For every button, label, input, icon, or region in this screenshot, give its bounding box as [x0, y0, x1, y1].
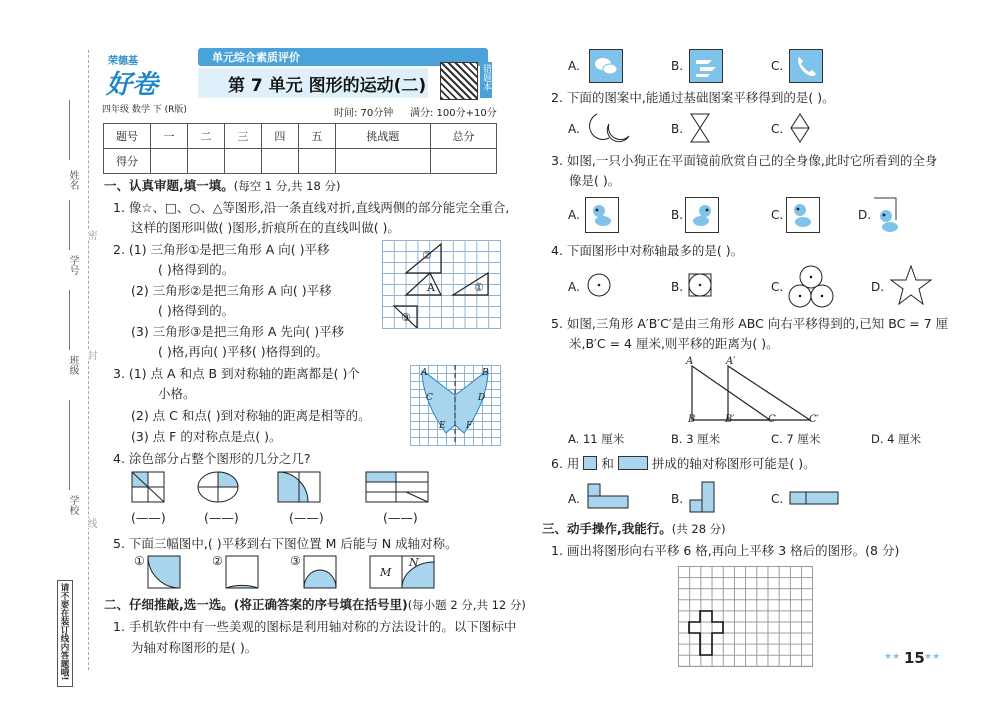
- unit-title: 第 7 单元 图形的运动(二): [228, 76, 427, 96]
- cross-shape: [678, 566, 812, 666]
- r-q3-opt-a: A.: [568, 208, 580, 222]
- brand-label: 荣德基: [108, 56, 138, 67]
- score-cell: 得分: [104, 149, 151, 174]
- r-q2-text: 2. 下面的图案中,能通过基础图案平移得到的是( )。: [551, 90, 835, 105]
- section1-title: 一、认真审题,填一填。(每空 1 分,共 18 分): [104, 178, 341, 193]
- class-line: [69, 290, 70, 350]
- q5-fig-3: [304, 556, 336, 588]
- point-b: B: [482, 368, 489, 378]
- tri-label-c: C: [768, 414, 776, 425]
- score-head-cell: 二: [187, 124, 224, 149]
- section2-title: 二、仔细推敲,选一选。(将正确答案的序号填在括号里)(每小题 2 分,共 12 分): [104, 597, 526, 612]
- score-value-row: [104, 149, 497, 174]
- r-q4-opt-b: B.: [671, 280, 684, 294]
- r-q6-part2: 和: [601, 456, 614, 471]
- star-icon: ★★: [884, 652, 901, 662]
- class-label: 班级: [67, 355, 78, 375]
- qr-badge: [480, 62, 492, 98]
- score-head-cell: 五: [298, 124, 335, 149]
- dog-mirror-d: [872, 196, 904, 236]
- r-q3-opt-b: B.: [671, 208, 684, 222]
- score-cell[interactable]: [261, 149, 298, 174]
- score-cell[interactable]: [187, 149, 224, 174]
- circle-shape: [586, 272, 612, 298]
- q5-label-1: ①: [134, 554, 145, 568]
- school-line: [69, 400, 70, 490]
- r-q5-choice-b: B. 3 厘米: [671, 432, 721, 446]
- fig2-label-2: ②: [422, 249, 432, 262]
- logo: 好卷: [106, 70, 159, 100]
- combo-shape-b: [688, 480, 718, 516]
- r-q6-opt-b: B.: [671, 492, 684, 506]
- seal-dot-2: 封: [85, 350, 96, 360]
- r-q2-opt-a: A.: [568, 122, 580, 136]
- score-head-cell: 挑战题: [335, 124, 430, 149]
- q4-shape-2: [198, 472, 238, 502]
- r-q5-line2: 米,B′C = 4 厘米,则平移的距离为( )。: [569, 336, 779, 351]
- q2-1-line2: ( )格得到的。: [158, 262, 235, 277]
- name-line: [69, 100, 70, 160]
- r-q6-text: [551, 456, 816, 472]
- score-head-cell: 三: [224, 124, 261, 149]
- r-q5-line1: 5. 如图,三角形 A′B′C′是由三角形 ABC 向右平移得到的,已知 BC = 7 厘: [551, 316, 949, 331]
- score-cell[interactable]: [224, 149, 261, 174]
- id-label: 学号: [67, 255, 78, 275]
- phone-icon: [789, 49, 823, 83]
- score-cell[interactable]: [151, 149, 188, 174]
- r-q4-opt-c: C.: [771, 280, 784, 294]
- r-q3-opt-c: C.: [771, 208, 784, 222]
- hourglass-pattern: [689, 112, 711, 146]
- q5-figures: [140, 554, 470, 590]
- tri-label-b-prime: B′: [725, 414, 735, 425]
- diamond-pattern: [789, 112, 811, 146]
- notice-box: [57, 580, 73, 687]
- s2-q1-line1: 1. 手机软件中有一些美观的图标是利用轴对称的方法设计的。以下图标中: [113, 619, 517, 634]
- q3-3: (3) 点 F 的对称点是点( )。: [131, 429, 282, 444]
- r-q4-text: 4. 下面图形中对称轴最多的是( )。: [551, 243, 744, 258]
- r-q3-line1: 3. 如图,一只小狗正在平面镜前欣赏自己的全身像,此时它所看到的全身: [551, 153, 938, 168]
- dog-mirror-b: [685, 197, 719, 233]
- q4-blank-1[interactable]: (——): [131, 510, 166, 525]
- q4-shapes: [130, 470, 460, 506]
- long-block: [618, 456, 648, 470]
- r-q2-opt-b: B.: [671, 122, 684, 136]
- fig2-label-3: ③: [401, 311, 411, 324]
- r-q4-opt-a: A.: [568, 280, 580, 294]
- score-head-cell: 题号: [104, 124, 151, 149]
- seal-dot-3: 线: [85, 518, 96, 528]
- score-head-cell: 一: [151, 124, 188, 149]
- tri-label-a-prime: A′: [726, 356, 736, 367]
- score-head-cell: 总分: [430, 124, 496, 149]
- score-cell[interactable]: [430, 149, 496, 174]
- triangle-a: [406, 273, 441, 295]
- header: [102, 48, 497, 118]
- combo-shape-c: [788, 490, 844, 506]
- q2-2-line1: (2) 三角形②是把三角形 A 向( )平移: [131, 283, 332, 298]
- q4-shape-3: [278, 472, 320, 502]
- point-a: A: [421, 368, 428, 378]
- name-label: 姓名: [67, 170, 78, 190]
- r-q6-opt-c: C.: [771, 492, 784, 506]
- q4-blank-2[interactable]: (——): [204, 510, 239, 525]
- r-q5-choice-a: A. 11 厘米: [568, 432, 625, 446]
- q1-line1: 1. 像☆、□、○、△等图形,沿一条直线对折,直线两侧的部分能完全重合,: [113, 200, 510, 215]
- score-cell[interactable]: [335, 149, 430, 174]
- q4-text: 4. 涂色部分占整个图形的几分之几?: [113, 451, 311, 466]
- circle-in-square-shape: [687, 272, 713, 298]
- q3-grid: [410, 365, 501, 446]
- section2-note: (每小题 2 分,共 12 分): [407, 598, 526, 612]
- s2-q1-line2: 为轴对称图形的是( )。: [131, 640, 258, 655]
- q5-label-n: N: [409, 556, 419, 569]
- q5-label-m: M: [380, 566, 392, 579]
- r-q6-part3: 拼成的轴对称图形可能是( )。: [651, 456, 816, 471]
- point-d: D: [478, 393, 486, 403]
- q5-label-2: ②: [212, 554, 223, 568]
- tri-label-c-prime: C′: [809, 414, 819, 425]
- r-q5-choice-c: C. 7 厘米: [771, 432, 821, 446]
- star-shape: [889, 264, 933, 306]
- page-number: 15: [904, 649, 925, 667]
- q2-3-line2: ( )格,再向( )平移( )格得到的。: [158, 344, 329, 359]
- r1-opt-b: B.: [671, 59, 684, 73]
- fig2-label-1: ①: [474, 281, 484, 294]
- banner-text: 单元综合素质评价: [212, 51, 300, 64]
- star-icon: ★★: [924, 652, 941, 662]
- r-q3-line2: 像是( )。: [569, 173, 621, 188]
- r-q3-opt-d: D.: [858, 208, 872, 222]
- dog-mirror-c: [786, 197, 820, 233]
- qr-badge-text: 错题本: [481, 64, 491, 91]
- q2-3-line1: (3) 三角形③是把三角形 A 先向( )平移: [131, 324, 345, 339]
- stripes-icon: [689, 49, 723, 83]
- combo-shape-a: [586, 482, 632, 512]
- point-e: E: [439, 421, 446, 431]
- tri-label-a: A: [686, 356, 694, 367]
- score-head-cell: 四: [261, 124, 298, 149]
- qr-code: [440, 62, 478, 100]
- q3-1-line2: 小格。: [158, 386, 196, 401]
- school-label: 学校: [67, 495, 78, 515]
- id-line: [69, 200, 70, 250]
- s3-q1-text: 1. 画出将图形向右平移 6 格,再向上平移 3 格后的图形。(8 分): [551, 543, 900, 558]
- section3-note: (共 28 分): [671, 522, 726, 536]
- section3-title: 三、动手操作,我能行。(共 28 分): [542, 521, 726, 536]
- q4-shape-1: [132, 472, 164, 502]
- notice-text: 请不要在装订线内答题哦!: [59, 583, 69, 681]
- q2-1-line1: 2. (1) 三角形①是把三角形 A 向( )平移: [113, 242, 330, 257]
- q2-2-line2: ( )格得到的。: [158, 303, 235, 318]
- moon-pattern: [587, 110, 631, 144]
- r-q6-part1: 6. 用: [551, 456, 580, 471]
- wechat-icon: [589, 49, 623, 83]
- score-table: [103, 123, 497, 174]
- point-f: F: [466, 421, 473, 431]
- r1-opt-a: A.: [568, 59, 580, 73]
- r-q6-opt-a: A.: [568, 492, 580, 506]
- r1-opt-c: C.: [771, 59, 784, 73]
- section1-note: (每空 1 分,共 18 分): [233, 179, 341, 193]
- q5-fig-2: [226, 556, 258, 588]
- q5-label-3: ③: [290, 554, 301, 568]
- three-circles-shape: [787, 264, 835, 310]
- q5-text: 5. 下面三幅图中,( )平移到右下图位置 M 后能与 N 成轴对称。: [113, 536, 458, 551]
- score-header-row: [104, 124, 497, 149]
- q1-line2: 这样的图形叫做( )图形,折痕所在的直线叫做( )。: [131, 220, 400, 235]
- score-label: 满分: 100分+10分: [410, 108, 497, 119]
- q3-2: (2) 点 C 和点( )到对称轴的距离是相等的。: [131, 408, 371, 423]
- r-q4-opt-d: D.: [871, 280, 885, 294]
- tri-label-b: B: [688, 414, 696, 425]
- small-block: [583, 456, 597, 470]
- drawing-grid[interactable]: [678, 566, 813, 667]
- binding-strip: [55, 40, 95, 680]
- score-cell[interactable]: [298, 149, 335, 174]
- q5-fig-1: [148, 556, 180, 588]
- r-q5-choice-d: D. 4 厘米: [871, 432, 922, 446]
- q3-1-line1: 3. (1) 点 A 和点 B 到对称轴的距离都是( )个: [113, 366, 360, 381]
- q4-shape-4: [366, 472, 428, 502]
- r-q2-opt-c: C.: [771, 122, 784, 136]
- page-number-area: [884, 649, 944, 668]
- dog-mirror-a: [585, 197, 619, 233]
- seal-dot-1: 密: [85, 230, 96, 240]
- fig2-label-a: A: [427, 281, 435, 294]
- q4-blank-3[interactable]: (——): [289, 510, 324, 525]
- grade-label: 四年级 数学 下 (R版): [102, 105, 187, 115]
- q2-grid: [382, 240, 501, 329]
- time-label: 时间: 70分钟: [334, 108, 394, 119]
- title-box: [198, 68, 428, 98]
- point-c: C: [426, 393, 433, 403]
- q4-blank-4[interactable]: (——): [383, 510, 418, 525]
